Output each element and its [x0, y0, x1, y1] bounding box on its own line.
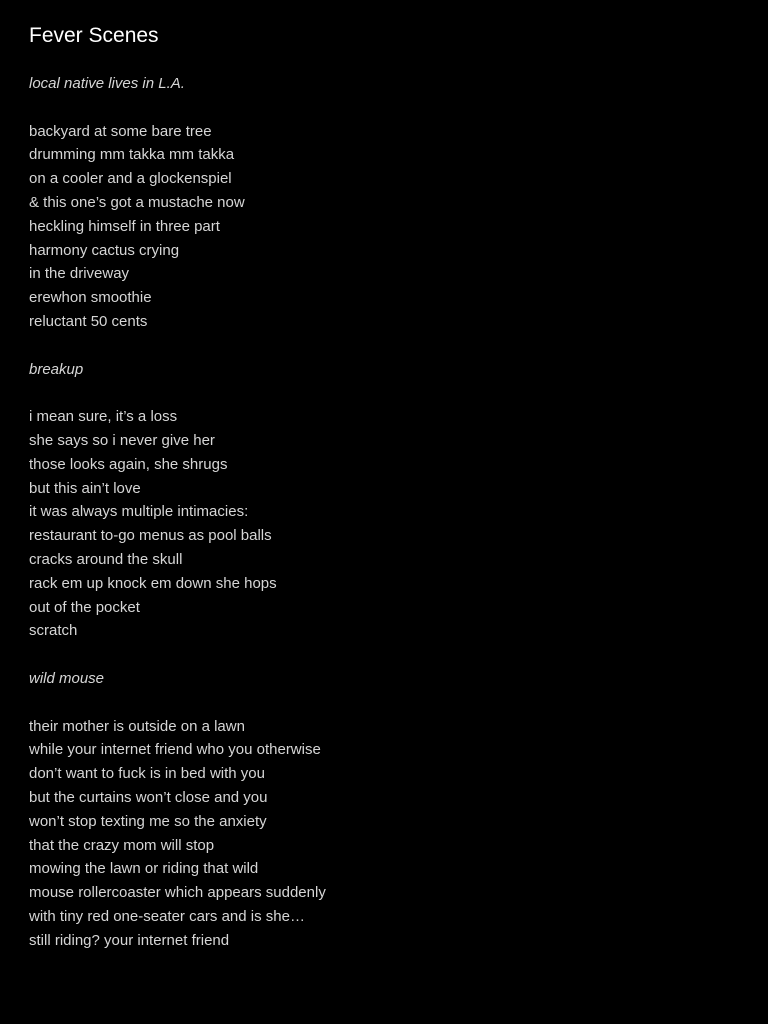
poem-line: reluctant 50 cents [29, 312, 148, 330]
section-heading: wild mouse [29, 669, 105, 687]
poem-line: she says so i never give her [29, 431, 215, 449]
poem-line: those looks again, she shrugs [29, 455, 228, 473]
poem-line: but the curtains won’t close and you [29, 788, 268, 806]
poem-line: out of the pocket [29, 598, 140, 616]
poem-line: won’t stop texting me so the anxiety [29, 812, 267, 830]
poem-section [29, 667, 739, 953]
poem-line: restaurant to-go menus as pool balls [29, 527, 272, 545]
poem-line: but this ain’t love [29, 479, 141, 497]
poem-line: drumming mm takka mm takka [29, 146, 235, 164]
poem-section [29, 358, 739, 644]
poem-line: their mother is outside on a lawn [29, 717, 245, 735]
stanza [29, 405, 739, 643]
stanza [29, 120, 739, 334]
stanza [29, 715, 739, 953]
poem-line: backyard at some bare tree [29, 122, 212, 140]
poem-line: mowing the lawn or riding that wild [29, 860, 259, 878]
poem-line: & this one’s got a mustache now [29, 193, 245, 211]
poem-line: i mean sure, it’s a loss [29, 408, 178, 426]
page-title: Fever Scenes [29, 24, 159, 47]
poem-line: don’t want to fuck is in bed with you [29, 765, 265, 783]
poem-line: it was always multiple intimacies: [29, 503, 249, 521]
poem-line: scratch [29, 622, 78, 640]
poem-line: erewhon smoothie [29, 289, 152, 307]
poem-line: cracks around the skull [29, 550, 183, 568]
poem-section [29, 72, 739, 334]
poem-line: still riding? your internet friend [29, 931, 230, 949]
poem-line: heckling himself in three part [29, 217, 220, 235]
poem-body [29, 72, 739, 952]
section-heading: local native lives in L.A. [29, 75, 185, 92]
poem-line: that the crazy mom will stop [29, 836, 215, 854]
poem-line: harmony cactus crying [29, 241, 180, 259]
section-heading: breakup [29, 360, 84, 378]
poem-line: rack em up knock em down she hops [29, 574, 277, 592]
poem-line: while your internet friend who you otherwise [29, 741, 321, 759]
poem-line: mouse rollercoaster which appears suddenly [29, 884, 326, 902]
poem-line: in the driveway [29, 265, 130, 283]
poem-line: with tiny red one-seater cars and is she… [29, 907, 305, 925]
poem-line: on a cooler and a glockenspiel [29, 170, 232, 188]
